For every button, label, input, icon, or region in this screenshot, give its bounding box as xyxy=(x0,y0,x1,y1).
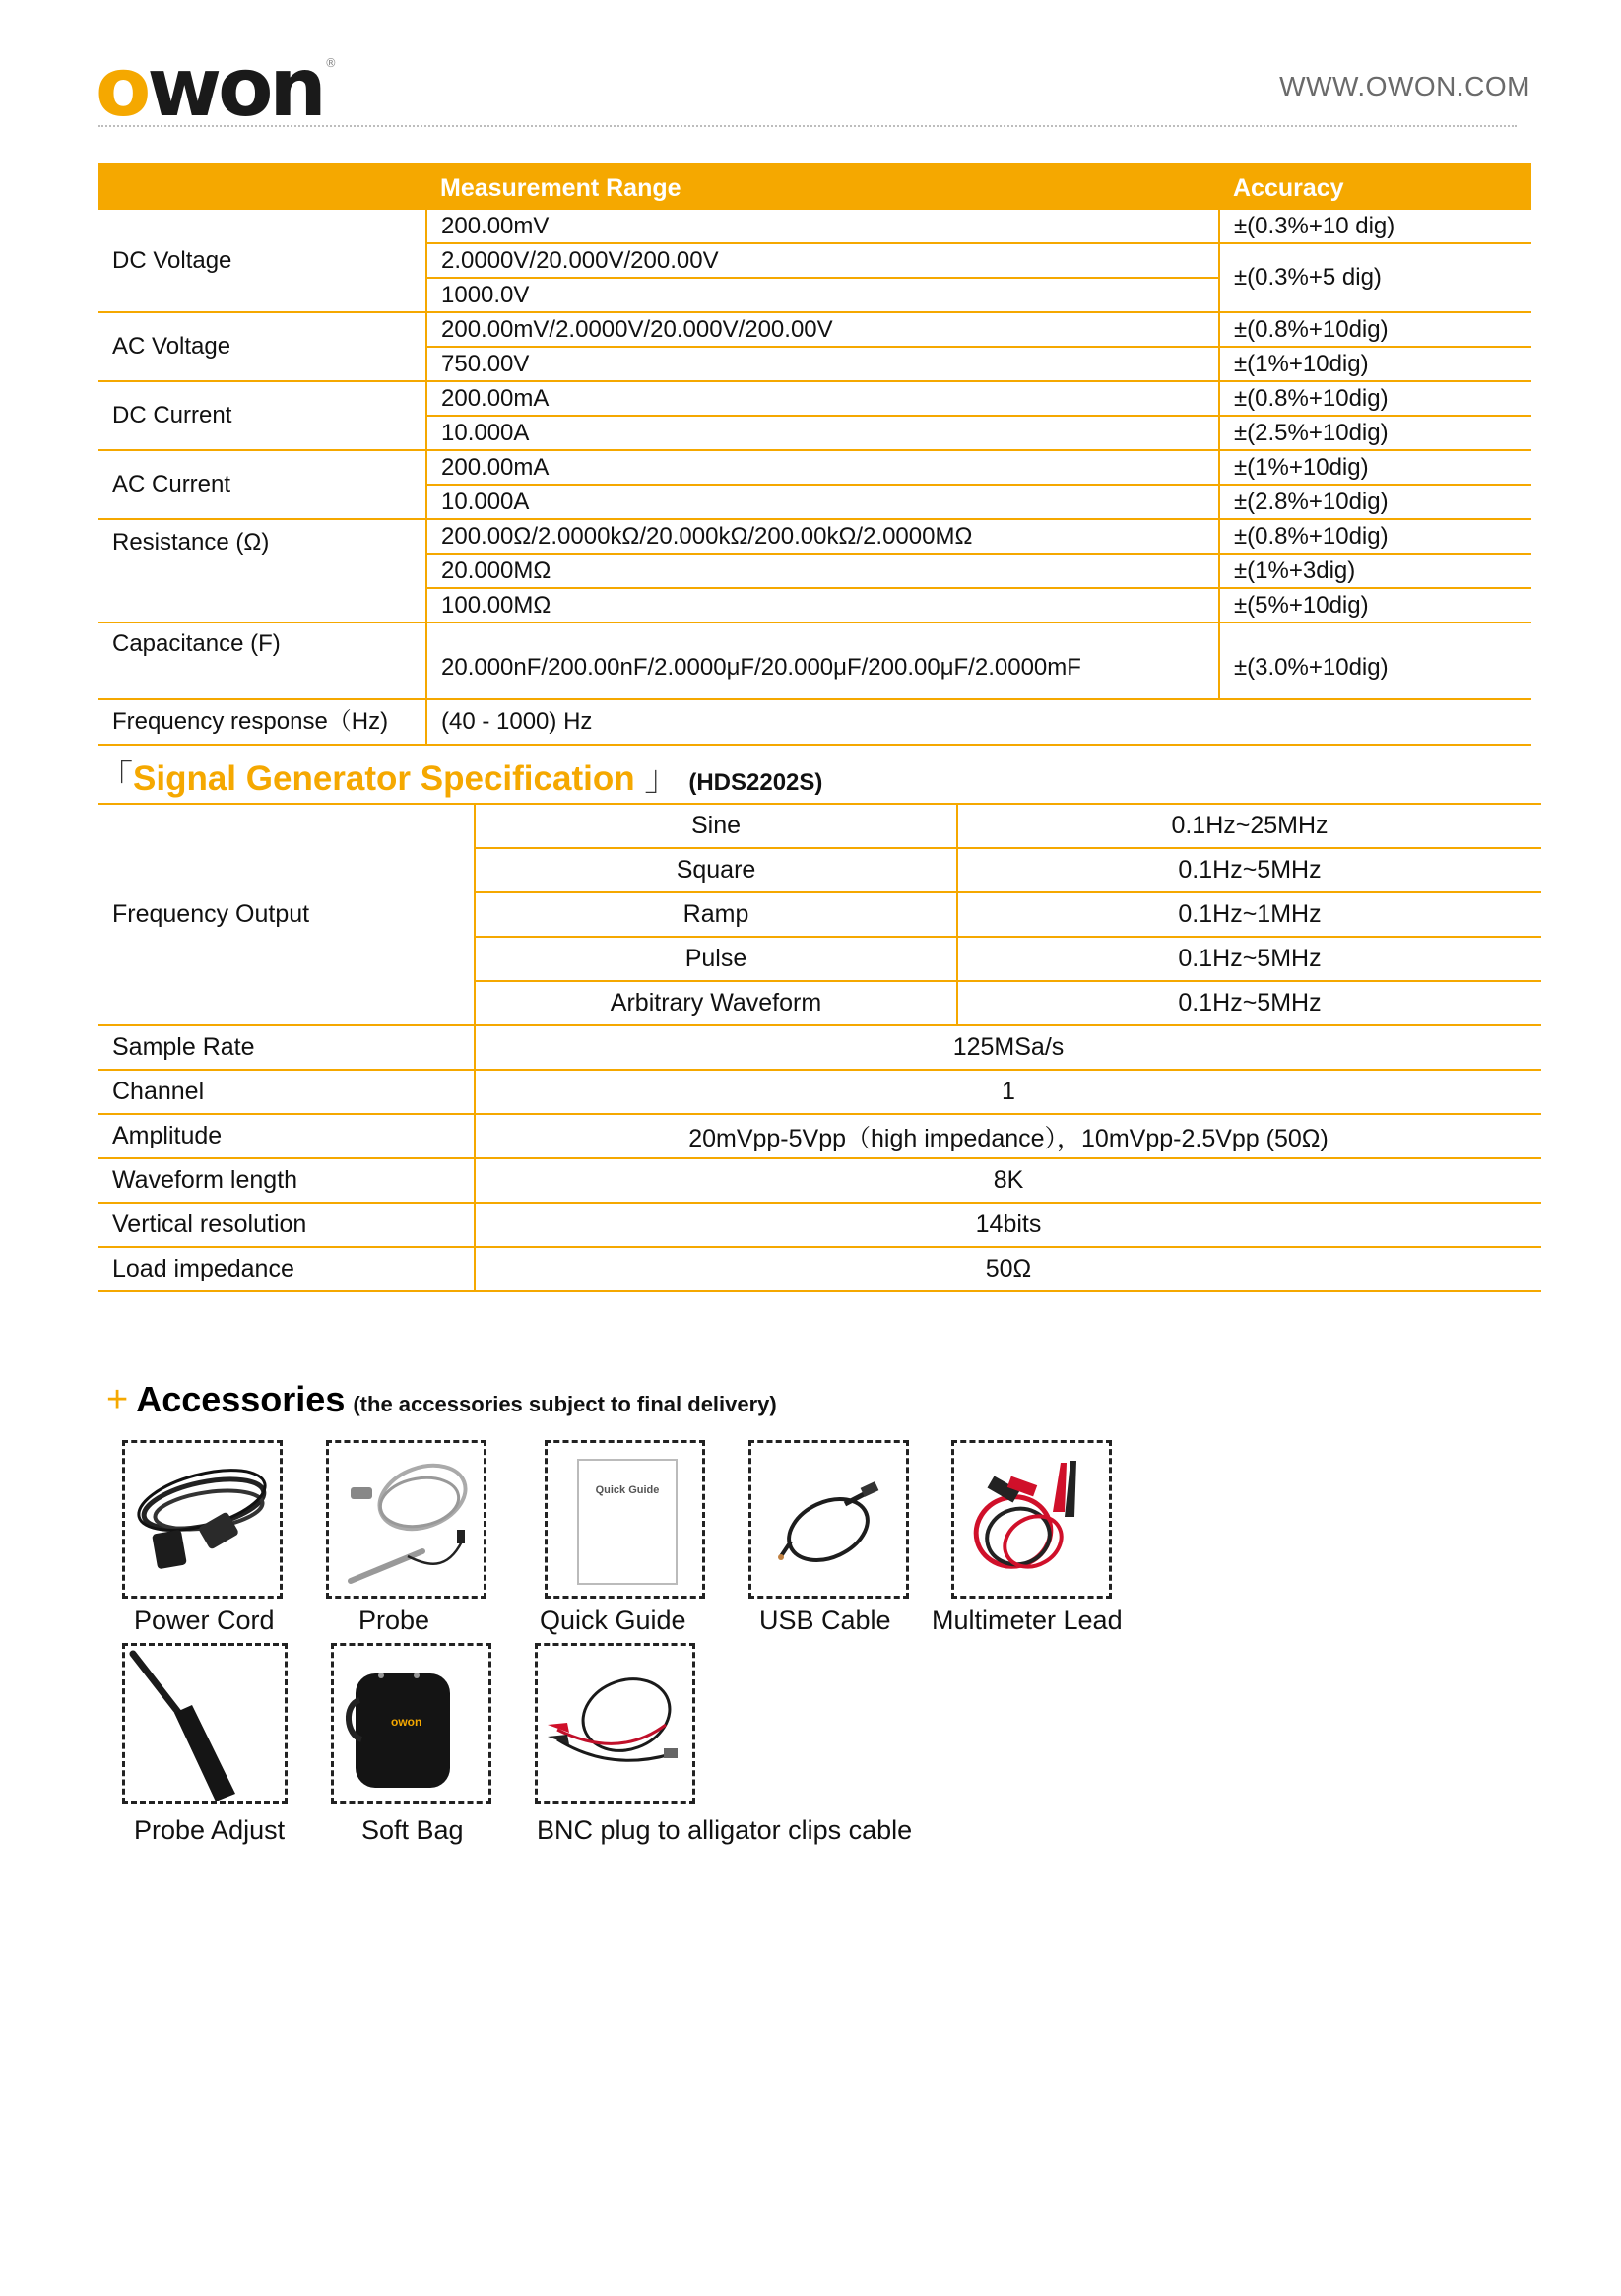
quick-guide-image xyxy=(545,1440,705,1599)
power-cord-icon xyxy=(125,1443,280,1596)
table-row xyxy=(98,381,1531,416)
row-label-dc-voltage: DC Voltage xyxy=(98,210,426,312)
spec-value: 20mVpp-5Vpp（high impedance），10mVpp-2.5Vpp (50Ω) xyxy=(475,1114,1541,1158)
table-row xyxy=(98,1114,1541,1158)
range-cell: 200.00mV/2.0000V/20.000V/200.00V xyxy=(426,312,1219,347)
spec-value: 14bits xyxy=(475,1203,1541,1247)
probe-icon xyxy=(329,1443,484,1596)
soft-bag-logo: owon xyxy=(391,1715,422,1729)
row-label-dc-current: DC Current xyxy=(98,381,426,450)
accessory-label: Multimeter Lead xyxy=(932,1606,1123,1635)
accuracy-cell: ±(1%+3dig) xyxy=(1219,554,1531,588)
row-label-capacitance: Capacitance (F) xyxy=(98,623,426,699)
table-row xyxy=(98,1070,1541,1114)
accessory-label: Probe Adjust xyxy=(134,1815,286,1845)
table-row xyxy=(98,1025,1541,1070)
spec-label: Load impedance xyxy=(98,1247,475,1291)
row-label-resistance: Resistance (Ω) xyxy=(98,519,426,623)
plus-icon: + xyxy=(106,1379,129,1420)
registered-mark: ® xyxy=(324,56,337,70)
spec-value: 8K xyxy=(475,1158,1541,1203)
spec-label: Amplitude xyxy=(98,1114,475,1158)
range-cell: 1000.0V xyxy=(426,278,1219,312)
table-row xyxy=(98,1203,1541,1247)
waveform-name: Square xyxy=(475,848,957,892)
accessory-label: BNC plug to alligator clips cable xyxy=(537,1815,913,1845)
waveform-name: Ramp xyxy=(475,892,957,937)
spec-label: Waveform length xyxy=(98,1158,475,1203)
waveform-range: 0.1Hz~1MHz xyxy=(957,892,1541,937)
table-row xyxy=(98,312,1531,347)
row-label-frequency-response: Frequency response（Hz) xyxy=(98,699,426,745)
owon-logo xyxy=(96,41,337,135)
row-label-ac-voltage: AC Voltage xyxy=(98,312,426,381)
table-row xyxy=(98,519,1531,554)
range-cell: 20.000nF/200.00nF/2.0000μF/20.000μF/200.00μF/2.0000mF xyxy=(426,623,1219,699)
accuracy-cell: ±(0.3%+10 dig) xyxy=(1219,210,1531,243)
spec-value: 50Ω xyxy=(475,1247,1541,1291)
bracket-open: 「 xyxy=(98,759,134,798)
accuracy-cell: ±(2.5%+10dig) xyxy=(1219,416,1531,450)
spec-value: 1 xyxy=(475,1070,1541,1114)
logo-text: won xyxy=(147,41,323,135)
multimeter-lead-image xyxy=(951,1440,1112,1599)
range-cell: 200.00Ω/2.0000kΩ/20.000kΩ/200.00kΩ/2.0000MΩ xyxy=(426,519,1219,554)
range-cell: 2.0000V/20.000V/200.00V xyxy=(426,243,1219,278)
bnc-cable-icon xyxy=(538,1646,692,1801)
frequency-response-value: (40 - 1000) Hz xyxy=(426,699,1531,745)
soft-bag-image xyxy=(331,1643,491,1804)
accuracy-cell: ±(1%+10dig) xyxy=(1219,450,1531,485)
accuracy-cell: ±(0.8%+10dig) xyxy=(1219,381,1531,416)
usb-cable-image xyxy=(748,1440,909,1599)
usb-cable-icon xyxy=(751,1443,906,1596)
accuracy-cell: ±(5%+10dig) xyxy=(1219,588,1531,623)
range-cell: 20.000MΩ xyxy=(426,554,1219,588)
range-cell: 10.000A xyxy=(426,485,1219,519)
model-number: (HDS2202S) xyxy=(688,769,823,796)
signal-generator-title: Signal Generator Specification xyxy=(133,759,635,798)
accessories-heading xyxy=(106,1379,777,1421)
website-url[interactable]: WWW.OWON.COM xyxy=(1279,71,1530,101)
power-cord-image xyxy=(122,1440,283,1599)
quick-guide-cover xyxy=(577,1459,678,1585)
waveform-name: Arbitrary Waveform xyxy=(475,981,957,1025)
table-row xyxy=(98,1247,1541,1291)
table-row xyxy=(98,699,1531,745)
signal-generator-table xyxy=(98,803,1541,1292)
header-measurement-range: Measurement Range xyxy=(426,163,1219,210)
accuracy-cell: ±(1%+10dig) xyxy=(1219,347,1531,381)
multimeter-lead-icon xyxy=(954,1443,1109,1596)
table-row xyxy=(98,450,1531,485)
waveform-range: 0.1Hz~25MHz xyxy=(957,804,1541,848)
table-row xyxy=(98,623,1531,699)
accessories-subtitle: (the accessories subject to final delivery) xyxy=(353,1392,777,1416)
multimeter-spec-table xyxy=(98,163,1531,746)
header-divider xyxy=(98,125,1517,127)
waveform-range: 0.1Hz~5MHz xyxy=(957,937,1541,981)
bracket-close: 」 xyxy=(644,759,680,798)
accessory-label: USB Cable xyxy=(759,1606,891,1635)
range-cell: 200.00mA xyxy=(426,381,1219,416)
quick-guide-cover-text: Quick Guide xyxy=(595,1484,660,1496)
accessory-label: Quick Guide xyxy=(540,1606,686,1635)
range-cell: 200.00mV xyxy=(426,210,1219,243)
spec-label: Channel xyxy=(98,1070,475,1114)
accuracy-cell: ±(0.8%+10dig) xyxy=(1219,519,1531,554)
accessories-title: Accessories xyxy=(136,1379,346,1419)
table-row xyxy=(98,1158,1541,1203)
accessory-label: Probe xyxy=(358,1606,430,1635)
accuracy-cell: ±(0.3%+5 dig) xyxy=(1219,243,1531,312)
waveform-name: Pulse xyxy=(475,937,957,981)
section-title-signal-generator xyxy=(98,752,822,801)
bnc-cable-image xyxy=(535,1643,695,1804)
header-blank xyxy=(98,163,426,210)
waveform-range: 0.1Hz~5MHz xyxy=(957,981,1541,1025)
waveform-name: Sine xyxy=(475,804,957,848)
probe-image xyxy=(326,1440,486,1599)
spec-label: Vertical resolution xyxy=(98,1203,475,1247)
table-row xyxy=(98,210,1531,243)
logo-accent-letter: o xyxy=(96,41,148,135)
spec-label: Sample Rate xyxy=(98,1025,475,1070)
accuracy-cell: ±(3.0%+10dig) xyxy=(1219,623,1531,699)
accuracy-cell: ±(0.8%+10dig) xyxy=(1219,312,1531,347)
range-cell: 100.00MΩ xyxy=(426,588,1219,623)
table-row xyxy=(98,804,1541,848)
waveform-range: 0.1Hz~5MHz xyxy=(957,848,1541,892)
range-cell: 200.00mA xyxy=(426,450,1219,485)
range-cell: 750.00V xyxy=(426,347,1219,381)
header-accuracy: Accuracy xyxy=(1219,163,1531,210)
table-header-row xyxy=(98,163,1531,210)
row-label-ac-current: AC Current xyxy=(98,450,426,519)
accessory-label: Soft Bag xyxy=(361,1815,464,1845)
accuracy-cell: ±(2.8%+10dig) xyxy=(1219,485,1531,519)
row-label-frequency-output: Frequency Output xyxy=(98,804,475,1025)
accessory-label: Power Cord xyxy=(134,1606,275,1635)
spec-value: 125MSa/s xyxy=(475,1025,1541,1070)
probe-adjust-icon xyxy=(125,1646,285,1801)
range-cell: 10.000A xyxy=(426,416,1219,450)
probe-adjust-image xyxy=(122,1643,288,1804)
